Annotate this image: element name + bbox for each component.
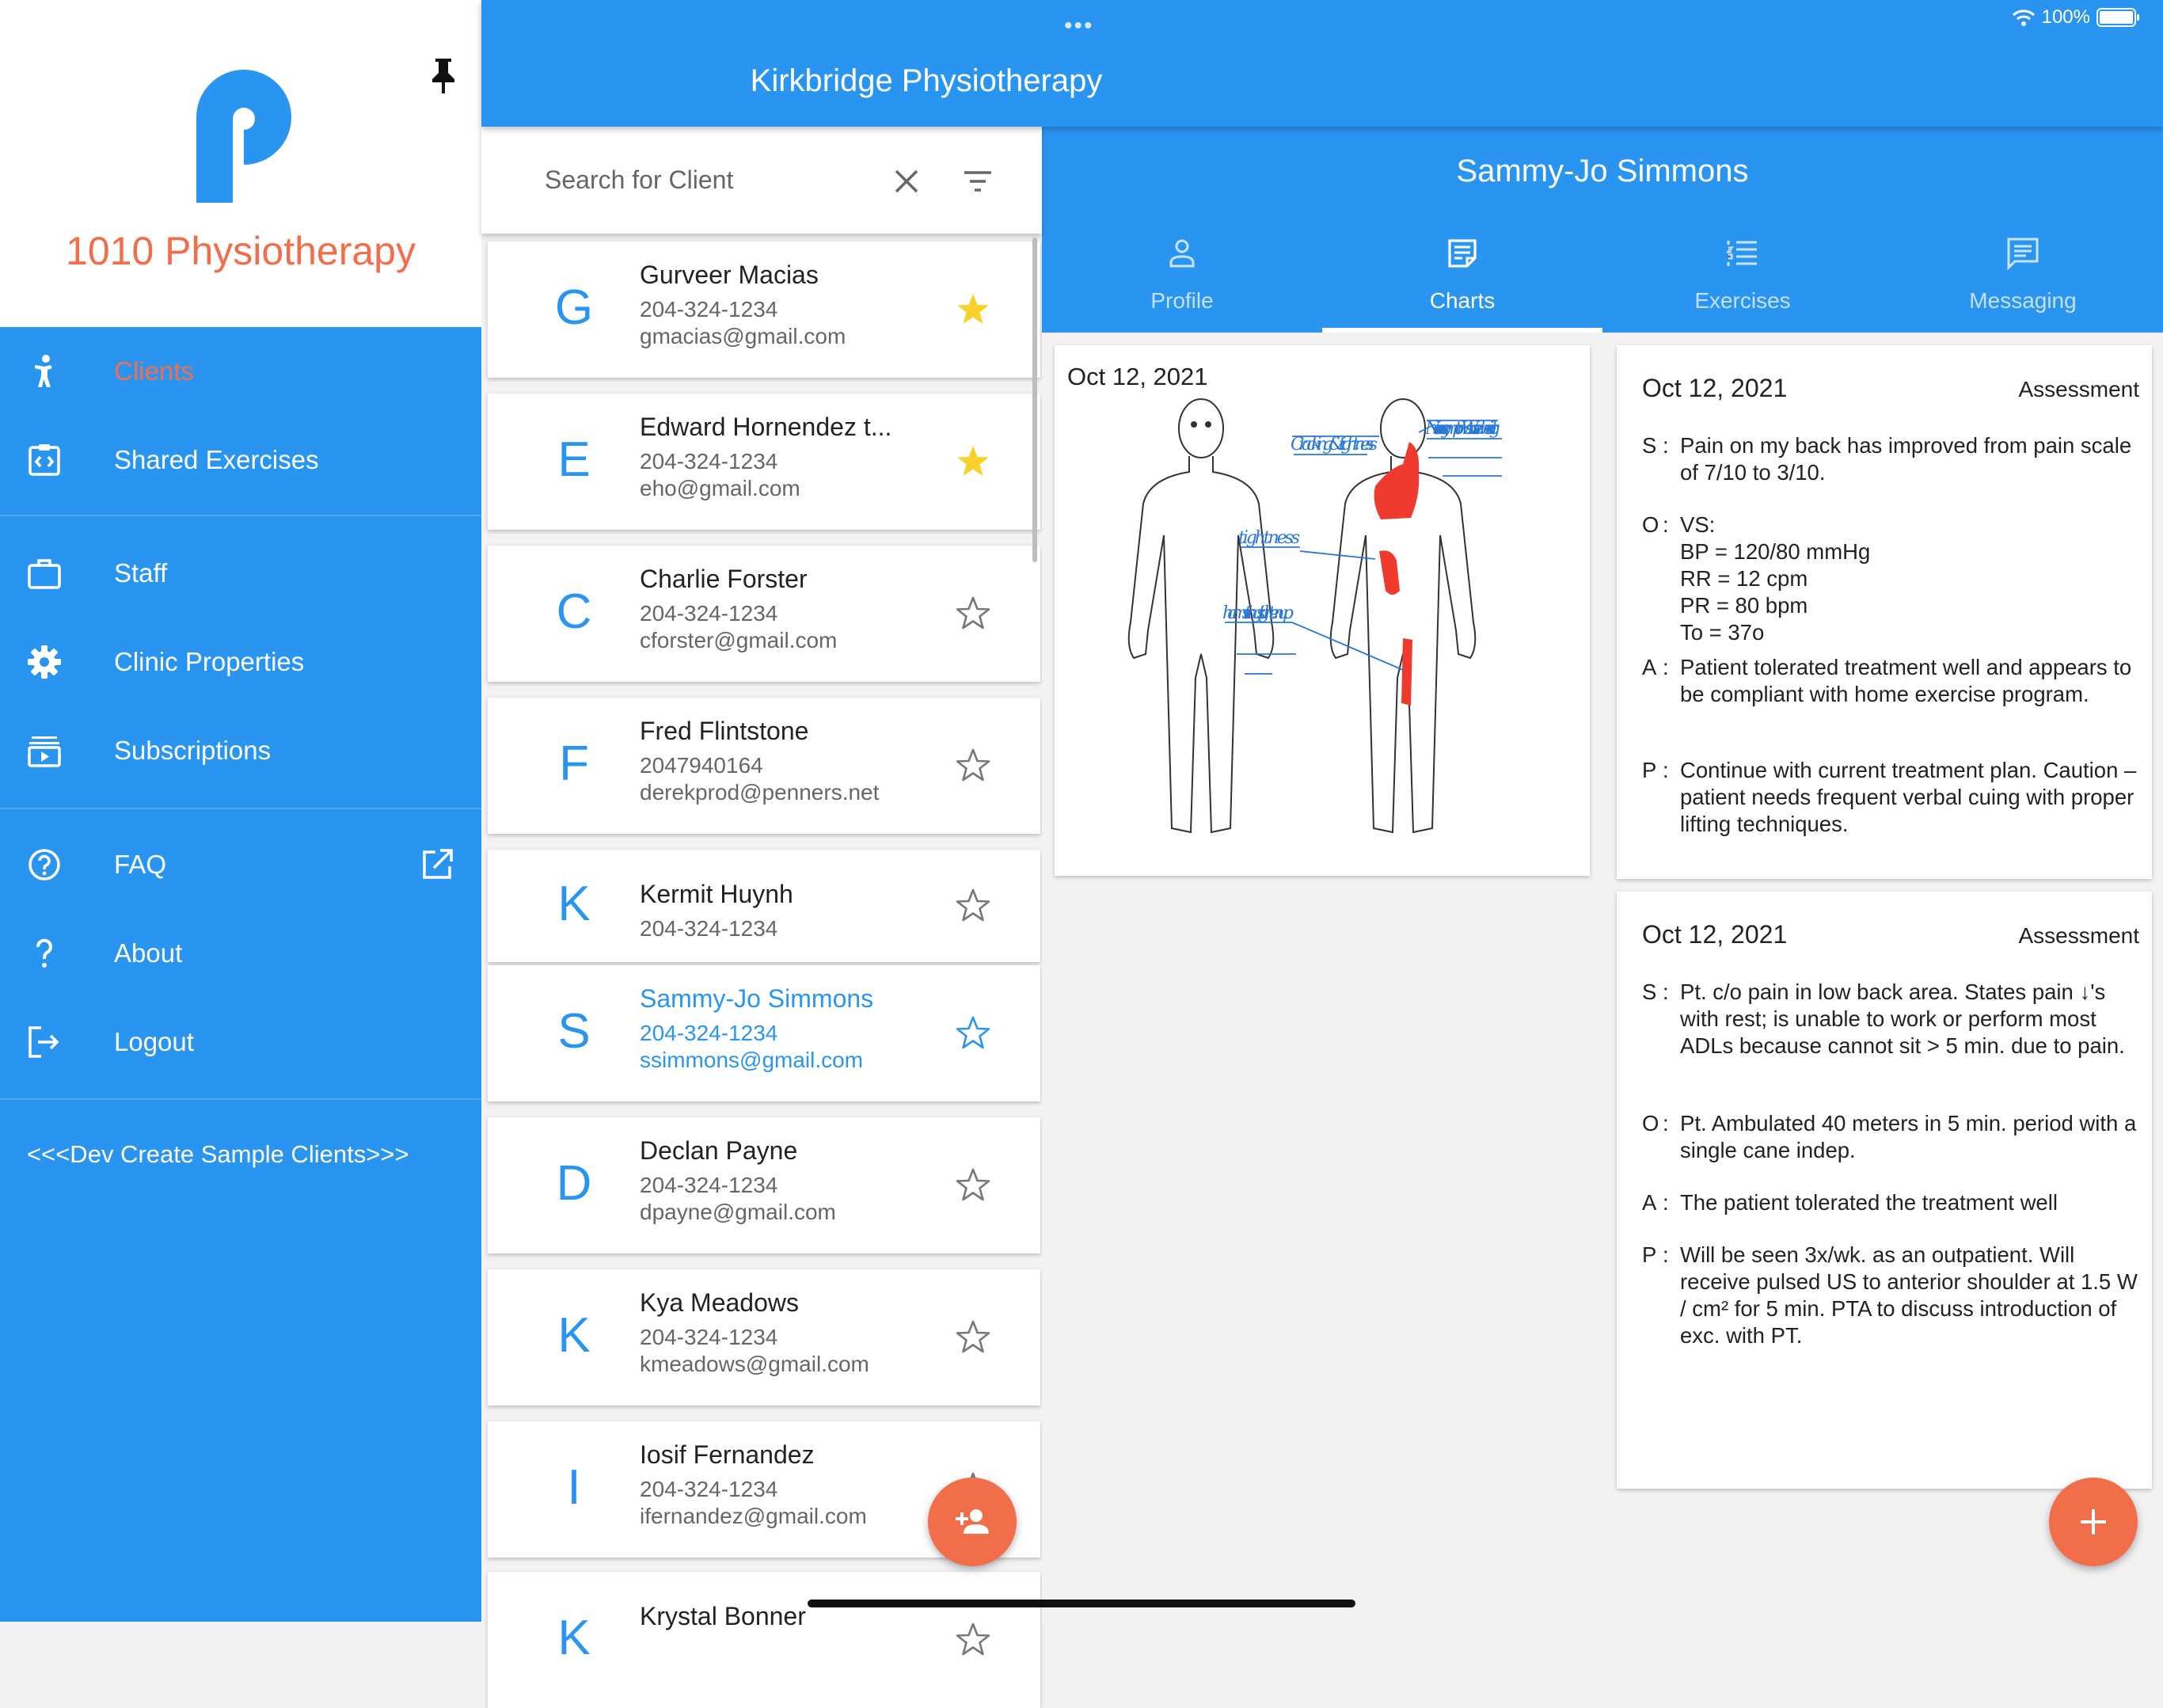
client-phone: 204-324-1234 — [640, 297, 778, 321]
home-indicator — [808, 1600, 1355, 1607]
client-card[interactable] — [488, 965, 1040, 1101]
client-card[interactable] — [488, 1117, 1040, 1253]
client-name: Iosif Fernandez — [640, 1440, 815, 1469]
client-initial: I — [567, 1460, 581, 1515]
chart-annotation: Cracking & tightness — [1291, 435, 1378, 455]
client-phone: 204-324-1234 — [640, 601, 778, 626]
client-phone: 204-324-1234 — [640, 1325, 778, 1349]
sidebar-item-label: Subscriptions — [114, 736, 272, 765]
client-initial: K — [557, 1308, 591, 1363]
battery-icon — [2096, 8, 2136, 27]
sidebar-item-label: Logout — [114, 1027, 194, 1056]
add-person-icon — [952, 1502, 992, 1542]
sidebar-item-label: Shared Exercises — [114, 445, 319, 474]
client-name: Fred Flintstone — [640, 717, 809, 745]
star-outline-icon[interactable] — [955, 888, 991, 924]
tab-label: Messaging — [1969, 288, 2077, 313]
client-name: Kya Meadows — [640, 1288, 799, 1317]
logo-icon — [196, 70, 295, 203]
sidebar-item-clients[interactable] — [0, 327, 481, 416]
external-link-icon[interactable] — [420, 847, 454, 882]
chart-annotation: hamstrings tighten up — [1222, 603, 1294, 623]
person-icon — [27, 354, 62, 389]
pin-icon[interactable] — [429, 57, 458, 95]
star-outline-icon[interactable] — [955, 1167, 991, 1204]
client-card[interactable] — [488, 394, 1040, 530]
client-initial: F — [559, 736, 589, 791]
client-email: ssimmons@gmail.com — [640, 1048, 864, 1072]
client-phone: 204-324-1234 — [640, 1477, 778, 1501]
client-email: gmacias@gmail.com — [640, 324, 846, 348]
client-card[interactable] — [488, 1269, 1040, 1406]
client-card[interactable] — [488, 850, 1040, 962]
client-name: Krystal Bonner — [640, 1602, 806, 1630]
assessment-note-card[interactable]: Oct 12, 2021 Assessment S : Pain on my back has improved from pain scale of 7/10 to 3/10. O : VS: BP = 120/80 mmHg RR = 12 cpm PR = 80 bpm To = 37o A : Patient tolerated treatment well and appears to be compliant with home exercise program. P : Continue with current treatment plan. Caution – patient needs frequent verbal cuing with proper lifting techniques. — [1617, 345, 2152, 879]
sidebar-item-about[interactable] — [0, 909, 481, 998]
add-note-button[interactable] — [2049, 1478, 2138, 1566]
tab-profile[interactable] — [1042, 230, 1322, 333]
sidebar-item-subscriptions[interactable] — [0, 706, 481, 795]
multitasking-dots[interactable]: ••• — [1064, 13, 1094, 39]
client-initial: S — [557, 1004, 591, 1059]
client-name: Edward Hornendez t... — [640, 413, 892, 441]
messaging-icon — [2005, 236, 2040, 271]
client-initial: C — [556, 584, 592, 639]
star-outline-icon[interactable] — [955, 747, 991, 784]
subscriptions-icon — [27, 733, 62, 768]
search-input[interactable] — [545, 155, 861, 204]
sidebar-item-label: Clients — [114, 356, 194, 386]
search-bar — [481, 127, 1042, 234]
sidebar-item-logout[interactable] — [0, 998, 481, 1086]
chart-annotation: tightness — [1238, 528, 1300, 548]
client-name: Gurveer Macias — [640, 261, 819, 289]
sidebar-item-staff[interactable] — [0, 529, 481, 618]
client-phone: 2047940164 — [640, 753, 763, 778]
sidebar-item-label: Clinic Properties — [114, 647, 305, 676]
sidebar — [0, 0, 481, 1622]
tab-charts[interactable] — [1322, 230, 1602, 333]
client-phone: 204-324-1234 — [640, 449, 778, 474]
star-filled-icon[interactable] — [955, 291, 991, 328]
star-outline-icon[interactable] — [955, 1015, 991, 1052]
client-card[interactable] — [488, 242, 1040, 378]
body-chart-diagram — [1102, 393, 1577, 860]
client-phone: 204-324-1234 — [640, 916, 778, 941]
sidebar-item-label: FAQ — [114, 850, 167, 879]
client-header — [1042, 127, 2163, 333]
client-email: derekprod@penners.net — [640, 780, 880, 805]
brand-header — [0, 0, 481, 327]
client-name: Kermit Huynh — [640, 880, 793, 908]
client-initial: K — [557, 1611, 591, 1665]
profile-icon — [1165, 236, 1199, 271]
assessment-note-card[interactable]: Oct 12, 2021 Assessment S : Pt. c/o pain in low back area. States pain ↓'s with rest; is unable to work or perform most ADLs because cannot sit > 5 min. due to pain. O : Pt. Ambulated 40 meters in 5 min. period with a single cane indep. A : The patient tolerated the treatment well P : Will be seen 3x/wk. as an outpatient. Will receive pulsed US to anterior shoulder at 1.5 W / cm² for 5 min. PTA to discuss introduction of exc. with PT. — [1617, 892, 2152, 1489]
client-list[interactable] — [481, 234, 1042, 1665]
sidebar-item-clinic-properties[interactable] — [0, 618, 481, 706]
client-initial: D — [556, 1156, 592, 1211]
client-email: cforster@gmail.com — [640, 628, 838, 652]
divider — [0, 515, 481, 516]
dev-create-sample-clients-link[interactable]: <<<Dev Create Sample Clients>>> — [27, 1140, 409, 1168]
star-outline-icon[interactable] — [955, 595, 991, 632]
client-card[interactable] — [488, 546, 1040, 682]
client-email: ifernandez@gmail.com — [640, 1504, 867, 1528]
tab-label: Charts — [1429, 288, 1496, 313]
tab-indicator — [1322, 328, 1602, 333]
client-name: Sammy-Jo Simmons — [640, 984, 874, 1013]
filter-icon[interactable] — [958, 162, 998, 201]
plus-icon — [2076, 1504, 2111, 1539]
note-date: Oct 12, 2021 — [1642, 374, 1788, 402]
wifi-icon — [2012, 8, 2036, 27]
divider — [0, 1098, 481, 1100]
gear-icon — [27, 645, 62, 679]
question-icon — [27, 936, 62, 971]
tab-label: Profile — [1150, 288, 1214, 313]
sidebar-item-shared-exercises[interactable] — [0, 416, 481, 504]
client-initial: K — [557, 877, 591, 931]
client-initial: G — [554, 280, 594, 335]
status-bar — [2012, 6, 2136, 29]
star-outline-icon[interactable] — [955, 1622, 991, 1658]
client-phone: 204-324-1234 — [640, 1173, 778, 1197]
client-phone: 204-324-1234 — [640, 1021, 778, 1045]
client-email: eho@gmail.com — [640, 476, 800, 500]
client-list-panel — [481, 127, 1042, 1665]
brand-name: 1010 Physiotherapy — [66, 229, 416, 273]
client-name: Charlie Forster — [640, 565, 808, 593]
star-outline-icon[interactable] — [955, 1319, 991, 1356]
app-title: Kirkbridge Physiotherapy — [750, 63, 1103, 98]
note-type: Assessment — [2018, 377, 2139, 401]
close-icon[interactable] — [887, 162, 926, 201]
chart-card[interactable] — [1055, 345, 1590, 876]
client-card[interactable] — [488, 698, 1040, 834]
tab-exercises[interactable] — [1602, 230, 1883, 333]
note-type: Assessment — [2018, 923, 2139, 948]
chart-annotation: Nuisance symptoms. Worse when driving — [1425, 419, 1501, 439]
client-email: dpayne@gmail.com — [640, 1200, 836, 1224]
note-date: Oct 12, 2021 — [1642, 920, 1788, 949]
shared-exercises-icon — [27, 443, 62, 477]
scrollbar[interactable] — [1032, 238, 1037, 562]
tab-label: Exercises — [1694, 288, 1791, 313]
sidebar-item-label: Staff — [114, 558, 168, 588]
star-filled-icon[interactable] — [955, 443, 991, 480]
client-email: kmeadows@gmail.com — [640, 1352, 869, 1376]
chart-date: Oct 12, 2021 — [1067, 363, 1208, 390]
client-name-title: Sammy-Jo Simmons — [1456, 154, 1749, 188]
client-detail-panel — [1042, 127, 2163, 1622]
sidebar-item-label: About — [114, 938, 183, 968]
divider — [0, 808, 481, 809]
briefcase-icon — [27, 556, 62, 591]
exercises-list-icon — [1725, 236, 1760, 271]
battery-percentage: 100% — [2041, 6, 2090, 28]
help-circle-icon — [27, 847, 62, 882]
charts-icon — [1445, 236, 1480, 271]
client-card[interactable] — [488, 1572, 1040, 1708]
sidebar-item-faq[interactable] — [0, 820, 481, 909]
client-initial: E — [557, 432, 591, 487]
logout-icon — [27, 1025, 62, 1059]
app-bar — [481, 0, 2163, 127]
client-name: Declan Payne — [640, 1136, 798, 1165]
tab-messaging[interactable] — [1883, 230, 2163, 333]
add-client-button[interactable] — [928, 1478, 1017, 1566]
